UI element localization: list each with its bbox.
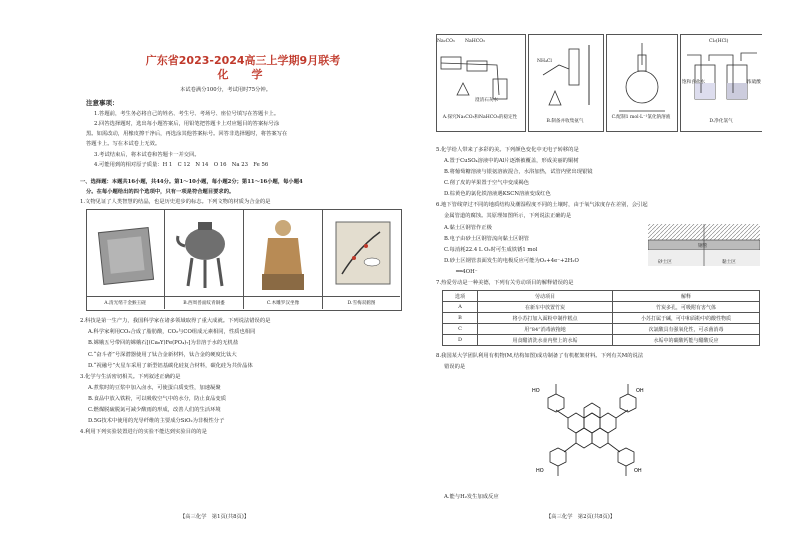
table-cell: 次氯酸具有强氧化性，可杀菌消毒 [613, 324, 760, 335]
option-a: A.清光绪千金猴王砚 [104, 301, 146, 306]
question-stem: 8.我国某大学团队利用有机物(M,结构如图)成功制备了有机框架材料。下列有关M的说法 [436, 353, 644, 359]
ammonia-prep-icon [529, 35, 603, 115]
question-stem: 6.地下管线穿过不同的地质结构及潮湿程度不同的土壤时，由于氧气浓度存在差别，会引起 [436, 202, 648, 208]
apparatus-label: Cl₂(HCl) [709, 39, 729, 44]
apparatus-label: NH₄Cl [537, 59, 552, 64]
left-column [80, 0, 406, 543]
table-cell: B [443, 313, 478, 324]
option-a: A.置于CuSO₄溶液中的Al片逐渐被覆盖，形成美丽的铜树 [444, 158, 579, 164]
table-cell: 竹炭多孔，可吸附有害气体 [613, 302, 760, 313]
table-cell: 将小苏打加入面粉中制作糕点 [478, 313, 613, 324]
group-label: OH [636, 388, 644, 394]
question-stem: 2.科技是第一生产力，我国科学家在诸多领域取得了重大成就。下列说法错误的是 [80, 318, 271, 324]
question-stem: 金属管道的腐蚀。其原理如图所示，下列说法正确的是 [444, 213, 572, 219]
diagram-label: 砂土区 [658, 260, 672, 265]
note-line: 1.答题前，考生务必将自己的姓名、考生号、考场号、座位号填写在答题卡上。 [94, 111, 280, 117]
option-a: A.探究Na₂CO₃和NaHCO₃的稳定性 [442, 115, 518, 120]
score-info: 本试卷满分100分，考试用时75分钟。 [180, 87, 272, 93]
option-b: B.将葡萄糖溶液与银氨溶液混合，水浴加热，试管内壁出现银镜 [444, 169, 593, 175]
table-cell: C [443, 324, 478, 335]
option-c: C.燃煤脱硫脱氮可减少酸雨的形成，改善人们的生活环境 [88, 407, 221, 413]
page-footer: 【高三化学 第2页(共8页)】 [546, 514, 616, 520]
question-stem: 错误的是 [444, 364, 466, 370]
table-header: 解释 [613, 291, 760, 302]
plum-crane-painting-image [332, 218, 394, 288]
option-c: C.配制1 mol·L⁻¹氯化钠溶液 [611, 115, 671, 120]
notes-heading: 注意事项： [86, 99, 119, 107]
option-d: D.净化氯气 [709, 119, 733, 124]
diagram-label: 钢管 [698, 244, 708, 249]
table-row [443, 335, 760, 346]
option-a: A.黏土区钢管作正极 [444, 225, 492, 231]
question-stem: 3.化学与生活密切相关。下列叙述正确的是 [80, 374, 181, 380]
note-line: 2.回答选择题时，选出每小题答案后，用铅笔把答题卡上对应题目的答案标号涂 [94, 121, 280, 127]
option-b: B.制备并收集氨气 [546, 119, 584, 124]
table-row [443, 313, 760, 324]
table-row [443, 324, 760, 335]
option-d: D.5G技术中使用的光导纤维的主要成分SiO₂为非极性分子 [88, 418, 225, 424]
table-cell: A [443, 302, 478, 313]
option-b: B.嫦娥五号带回的嫦娥石[(Ca₈Y)Fe(PO₄)₇]为非溶于水的无机盐 [88, 340, 239, 346]
table-header: 劳动项目 [478, 291, 613, 302]
option-d-cont: ══4OH⁻ [456, 269, 478, 275]
group-label: HO [532, 388, 540, 394]
option-b: B.西周兽面纹青铜盉 [183, 301, 225, 306]
labor-table [442, 290, 760, 346]
question-stem: 4.利用下列实验装置进行的实验不能达到实验目的的是 [80, 429, 207, 435]
table-header: 选项 [443, 291, 478, 302]
table-cell: 在新车中放置竹炭 [478, 302, 613, 313]
option-c: C.削了皮的苹果置于空气中变成褐色 [444, 180, 530, 186]
heating-apparatus-icon [437, 35, 525, 105]
page-footer: 【高三化学 第1页(共8页)】 [180, 514, 250, 520]
question-stem: 5.化学给人带来了多彩的美。下列颜色变化中无电子转移的是 [436, 147, 579, 153]
diagram-label: 黏土区 [722, 260, 736, 265]
apparatus-label: 饱和食盐水 [682, 80, 705, 85]
arhat-statue-image [256, 214, 310, 294]
apparatus-label: 浓硫酸 [747, 80, 761, 85]
subject-title: 化 学 [217, 68, 269, 81]
volumetric-flask-icon [607, 35, 677, 115]
table-row [443, 302, 760, 313]
option-d: D.雪梅双鹤图 [347, 301, 376, 306]
inkstone-image [95, 218, 157, 288]
molecule-m-structure [532, 372, 652, 490]
table-cell: D [443, 335, 478, 346]
note-line: 黑。如需改动，用橡皮擦干净后，再选涂其他答案标号。回答非选择题时，将答案写在 [86, 131, 288, 137]
option-a: A.能与H₂发生加成反应 [444, 494, 499, 500]
apparatus-label: Na₂CO₃ [437, 39, 455, 44]
option-a: A.煮浆时的豆浆中加入卤水，可使蛋白质变性，加速凝聚 [88, 385, 221, 391]
note-line: 答题卡上。写在本试卷上无效。 [86, 141, 161, 147]
option-d: D.砂土区钢管表面发生的电极反应可能为O₂+4e⁻+2H₂O [444, 258, 579, 264]
group-label: HO [536, 468, 544, 474]
question-stem: 7.热爱劳动是一种美德，下列有关劳动项目的解释错误的是 [436, 280, 574, 286]
question-stem: 1.文物见证了人类智慧的结晶，也是历史进步的标志。下列文物的材质为合金的是 [80, 199, 271, 205]
group-label: OH [634, 468, 642, 474]
option-b: B.食品中放入铁粉，可以吸收空气中的水分，防止食品变质 [88, 396, 226, 402]
right-column [436, 0, 762, 543]
section-heading: 一、选择题：本题共16小题，共44分。第1～10小题，每小题2分；第11～16小题，每小题4 [80, 179, 303, 185]
table-cell: 小苏打属于碱，可中和面粉中的酸性物质 [613, 313, 760, 324]
gas-wash-bottles-icon [681, 35, 762, 115]
note-line: 4.可能用到的相对原子质量：H 1 C 12 N 14 O 16 Na 23 Fe 56 [94, 162, 269, 168]
table-cell: 用“84”消毒液拖地 [478, 324, 613, 335]
apparatus-label: 澄清石灰水 [475, 98, 498, 103]
option-c: C.“奋斗者”号深潜器使用了钛合金新材料，钛合金的硬度比钛大 [88, 352, 237, 358]
option-b: B.电子由砂土区钢管流向黏土区钢管 [444, 236, 530, 242]
option-c: C.每消耗22.4 L O₂时可生成铁锈1 mol [444, 247, 538, 253]
section-heading: 分。在每小题给出的四个选项中，只有一项是符合题目要求的。 [86, 189, 235, 195]
exam-title: 广东省2023-2024高三上学期9月联考 [145, 54, 341, 67]
apparatus-label: NaHCO₃ [465, 39, 485, 44]
option-d: D.“祝融号”火星车采用了新型铝基碳化硅复合材料，碳化硅为共价晶体 [88, 363, 253, 369]
option-c: C.木雕罗汉坐像 [266, 301, 300, 306]
note-line: 3.考试结束后，将本试卷和答题卡一并交回。 [94, 152, 200, 158]
option-a: A.科学家利用CO₂合成了脂肪酸，CO₂与CO组成元素相同，性质也相同 [88, 329, 256, 335]
table-cell: 用食醋清洗水壶内壁上的水垢 [478, 335, 613, 346]
option-d: D.棕黄色的氯化铁溶液遇KSCN溶液变成红色 [444, 191, 551, 197]
bronze-vessel-image [174, 216, 236, 292]
table-cell: 水垢中的碳酸钙能与醋酸反应 [613, 335, 760, 346]
